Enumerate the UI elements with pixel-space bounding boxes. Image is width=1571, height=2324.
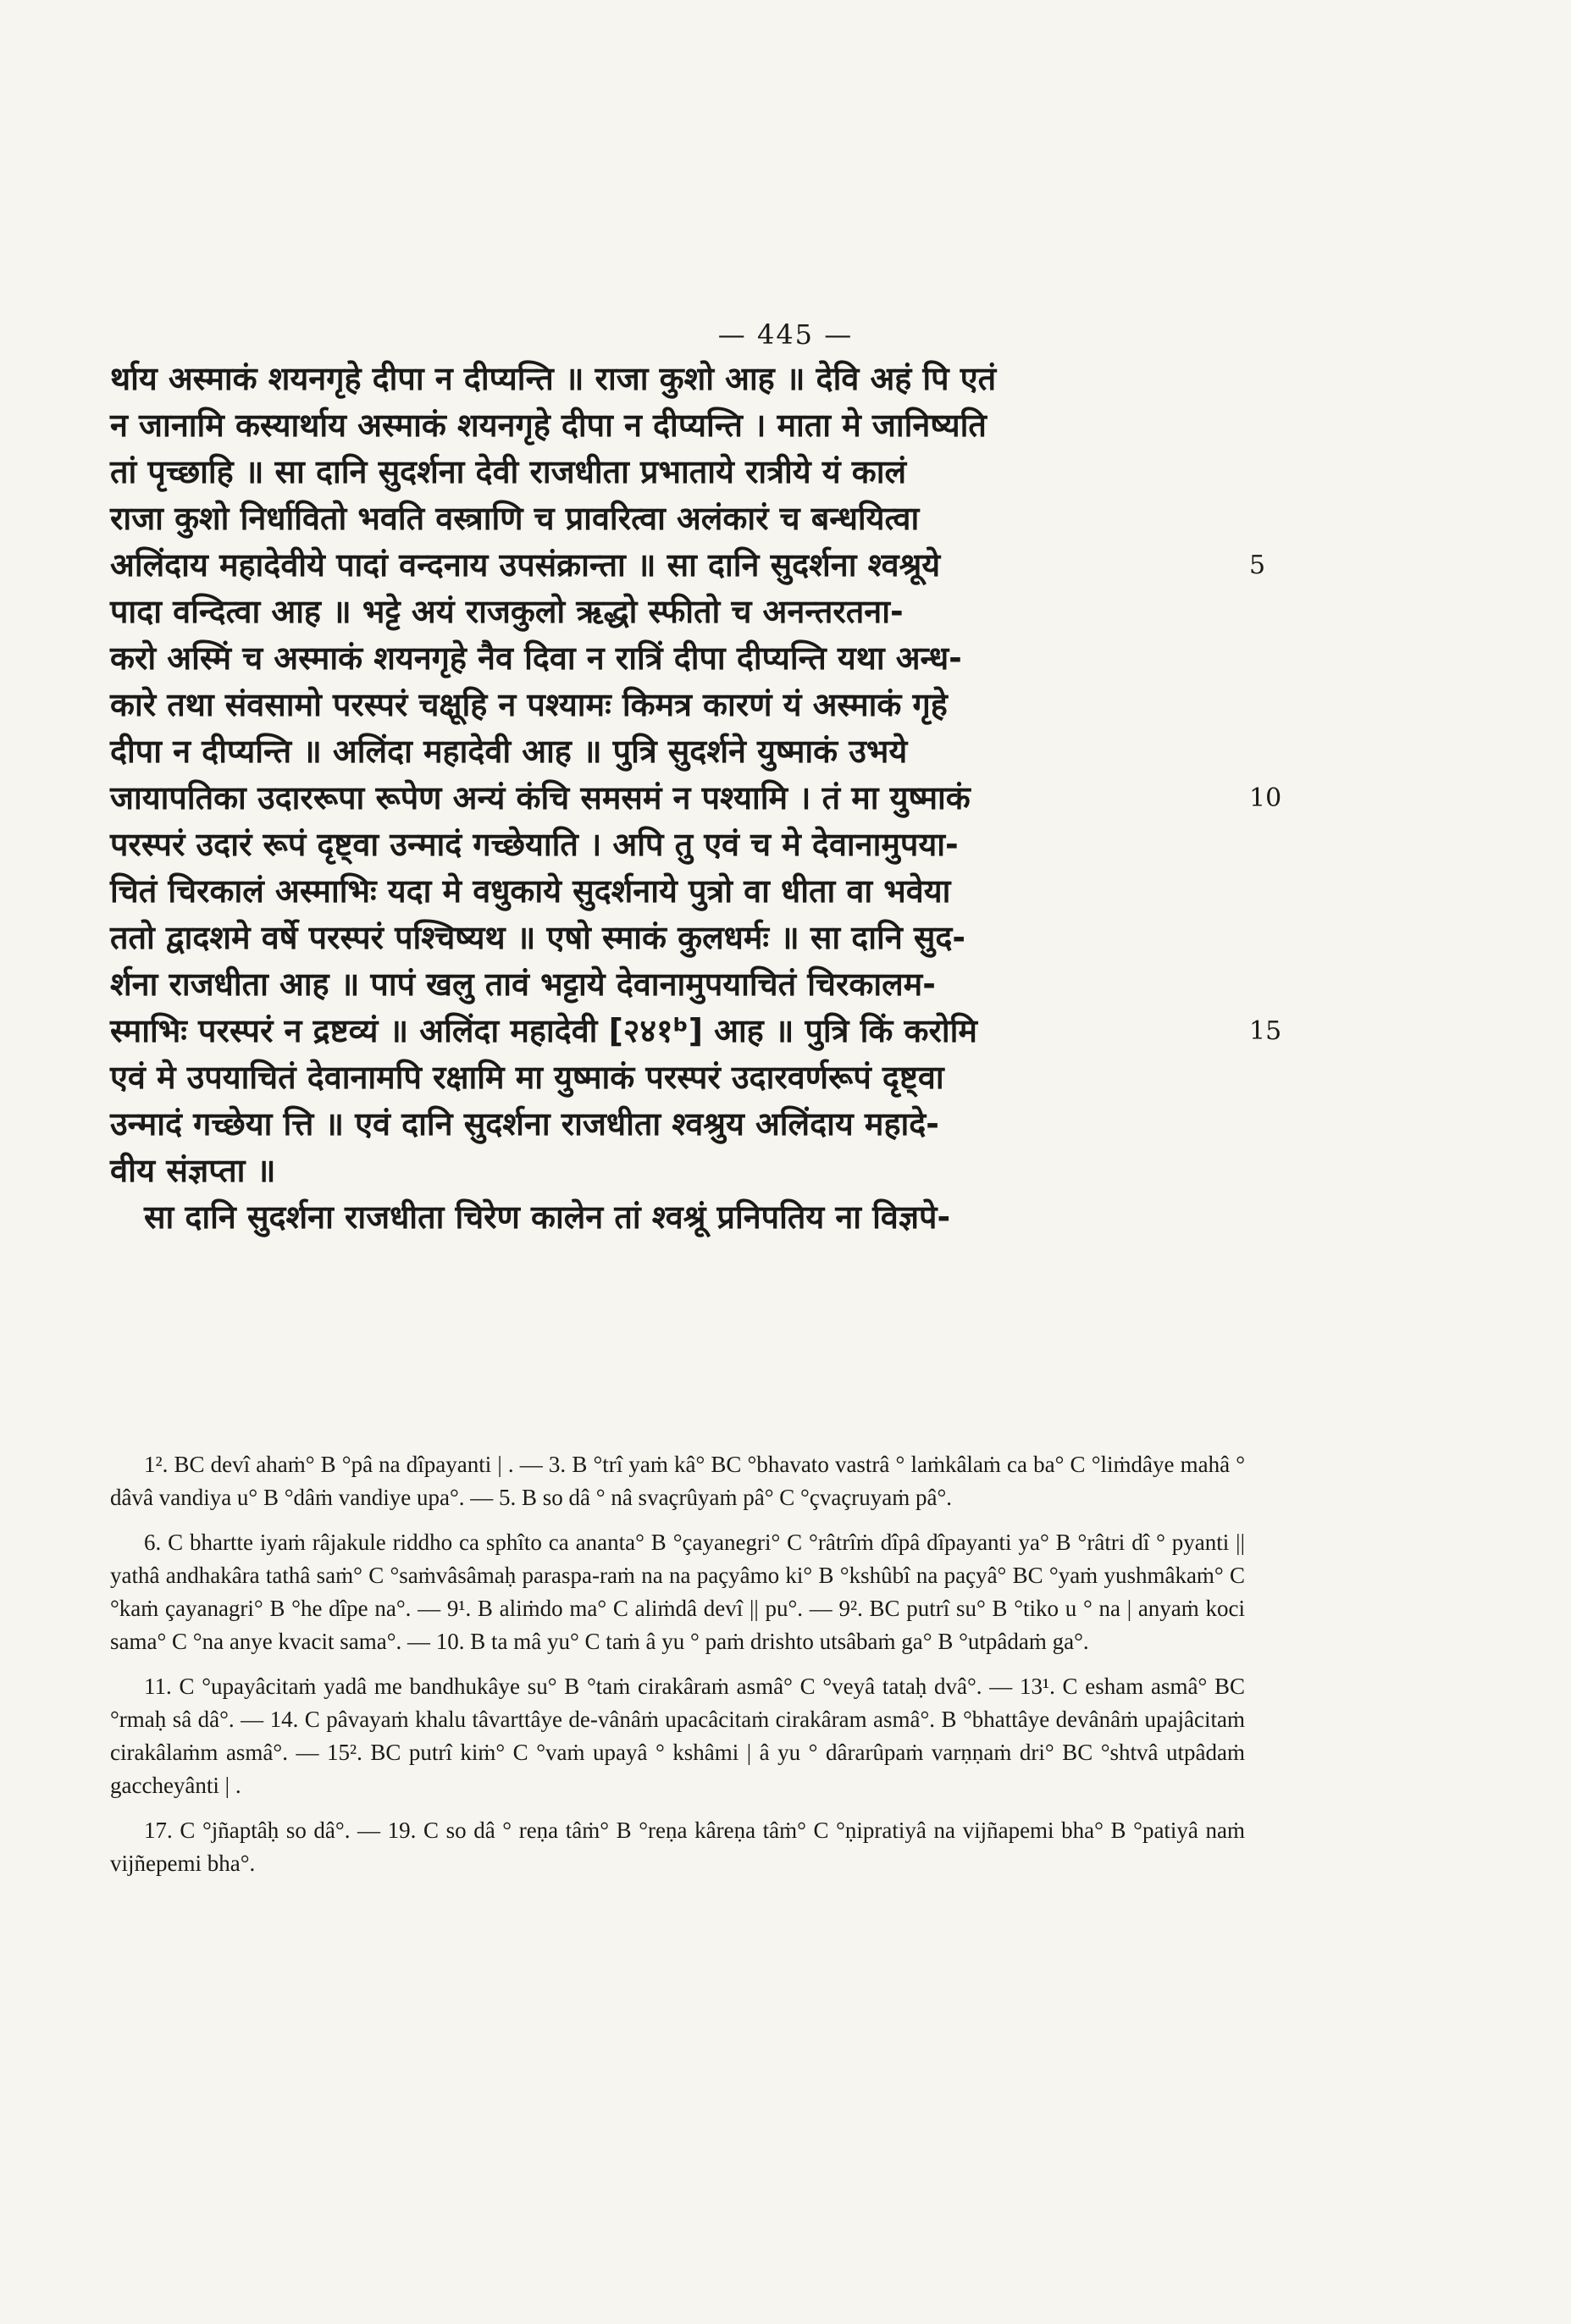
line-number: 10 bbox=[1249, 783, 1282, 813]
text-line: र्थाय अस्माकं शयनगृहे दीपा न दीप्यन्ति ॥ राजा कुशो आह ॥ देवि अहं पि एतं bbox=[110, 360, 997, 397]
text-line: वीय संज्ञप्ता ॥ bbox=[110, 1152, 276, 1189]
text-line: परस्परं उदारं रूपं दृष्ट्वा उन्मादं गच्छेयाति । अपि तु एवं च मे देवानामुपया- bbox=[110, 826, 959, 863]
text-line: सा दानि सुदर्शना राजधीता चिरेण कालेन तां श्वश्रूं प्रनिपतिय ना विज्ञपे- bbox=[144, 1198, 951, 1236]
footnote: 11. C °upayâcitaṁ yadâ me bandhukâye su° B °taṁ cirakâraṁ asmâ° C °veyâ tataḥ dvâ°. — 13¹. C esham asmâ° BC °rmaḥ sâ dâ°. — 14. C pâvayaṁ khalu tâvarttâye de-vânâṁ upacâcitaṁ cirakâram asmâ°. B °bhattâye devânâṁ upajâcitaṁ cirakâlaṁm asmâ°. — 15². BC putrî kiṁ° C °vaṁ upayâ ° kshâmi | â yu ° dârarûpaṁ varṇṇaṁ dri° BC °shtvâ utpâdaṁ gaccheyânti | . bbox=[110, 1674, 1245, 1798]
main-text bbox=[110, 356, 1282, 1241]
footnote: 1². BC devî ahaṁ° B °pâ na dîpayanti | . — 3. B °trî yaṁ kâ° BC °bhavato vastrâ ° laṁkâlaṁ ca ba° C °liṁdâye mahâ ° dâvâ vandiya u° B °dâṁ vandiye upa°. — 5. B so dâ ° nâ svaçrûyaṁ pâ° C °çvaçruyaṁ pâ°. bbox=[110, 1452, 1245, 1510]
text-line: ततो द्वादशमे वर्षे परस्परं पश्चिष्यथ ॥ एषो स्माकं कुलधर्मः ॥ सा दानि सुद- bbox=[110, 919, 966, 956]
text-line: दीपा न दीप्यन्ति ॥ अलिंदा महादेवी आह ॥ पुत्रि सुदर्शने युष्माकं उभये bbox=[110, 733, 908, 770]
text-line: जायापतिका उदाररूपा रूपेण अन्यं कंचि समसमं न पश्यामि । तं मा युष्माकं 10 bbox=[110, 775, 1236, 822]
text-line: र्शना राजधीता आह ॥ पापं खलु तावं भट्टाये देवानामुपयाचितं चिरकालम- bbox=[110, 966, 936, 1003]
text-line: राजा कुशो निर्धावितो भवति वस्त्राणि च प्रावरित्वा अलंकारं च बन्धयित्वा bbox=[110, 500, 920, 537]
line-number: 5 bbox=[1249, 551, 1266, 580]
text-line: तां पृच्छाहि ॥ सा दानि सुदर्शना देवी राजधीता प्रभाताये रात्रीये यं कालं bbox=[110, 453, 907, 490]
line-number: 15 bbox=[1249, 1016, 1282, 1046]
footnote: 17. C °jñaptâḥ so dâ°. — 19. C so dâ ° reṇa tâṁ° B °reṇa kâreṇa tâṁ° C °ṇipratiyâ na vijñapemi bha° B °patiyâ naṁ vijñepemi bha°. bbox=[110, 1818, 1245, 1876]
text-line: पादा वन्दित्वा आह ॥ भट्टे अयं राजकुलो ऋद्धो स्फीतो च अनन्तरतना- bbox=[110, 593, 904, 630]
text-line: उन्मादं गच्छेया त्ति ॥ एवं दानि सुदर्शना राजधीता श्वश्रुय अलिंदाय महादे- bbox=[110, 1105, 939, 1143]
footnote: 6. C bhartte iyaṁ râjakule riddho ca sphîto ca ananta° B °çayanegri° C °râtrîṁ dîpâ dîpayanti ya° B °râtri dî ° pyanti || yathâ andhakâra tathâ saṁ° C °saṁvâsâmaḥ paraspa-raṁ na na paçyâmo ki° B °kshûbî na paçyâ° BC °yaṁ yushmâkaṁ° C °kaṁ çayanagri° B °he dîpe na°. — 9¹. B aliṁdo ma° C aliṁdâ devî || pu°. — 9². BC putrî su° B °tiko u ° na | anyaṁ koci sama° C °na anye kvacit sama°. — 10. B ta mâ yu° C taṁ â yu ° paṁ drishto utsâbaṁ ga° B °utpâdaṁ ga°. bbox=[110, 1530, 1245, 1654]
text-line: एवं मे उपयाचितं देवानामपि रक्षामि मा युष्माकं परस्परं उदारवर्णरूपं दृष्ट्वा bbox=[110, 1059, 944, 1096]
text-line: न जानामि कस्यार्थाय अस्माकं शयनगृहे दीपा न दीप्यन्ति । माता मे जानिष्यति bbox=[110, 407, 987, 444]
page-number: — 445 — bbox=[717, 318, 854, 351]
text-line: कारे तथा संवसामो परस्परं चक्षूहि न पश्यामः किमत्र कारणं यं अस्माकं गृहे bbox=[110, 686, 948, 723]
text-line: स्माभिः परस्परं न द्रष्टव्यं ॥ अलिंदा महादेवी [२४१ᵇ] आह ॥ पुत्रि किं करोमि 15 bbox=[110, 1008, 1236, 1054]
footnotes bbox=[110, 1448, 1245, 1892]
text-line: चितं चिरकालं अस्माभिः यदा मे वधुकाये सुदर्शनाये पुत्रो वा धीता वा भवेया bbox=[110, 872, 951, 910]
text-line: करो अस्मिं च अस्माकं शयनगृहे नैव दिवा न रात्रिं दीपा दीप्यन्ति यथा अन्ध- bbox=[110, 639, 962, 677]
text-line: अलिंदाय महादेवीये पादां वन्दनाय उपसंक्रान्ता ॥ सा दानि सुदर्शना श्वश्रूये 5 bbox=[110, 542, 1236, 589]
